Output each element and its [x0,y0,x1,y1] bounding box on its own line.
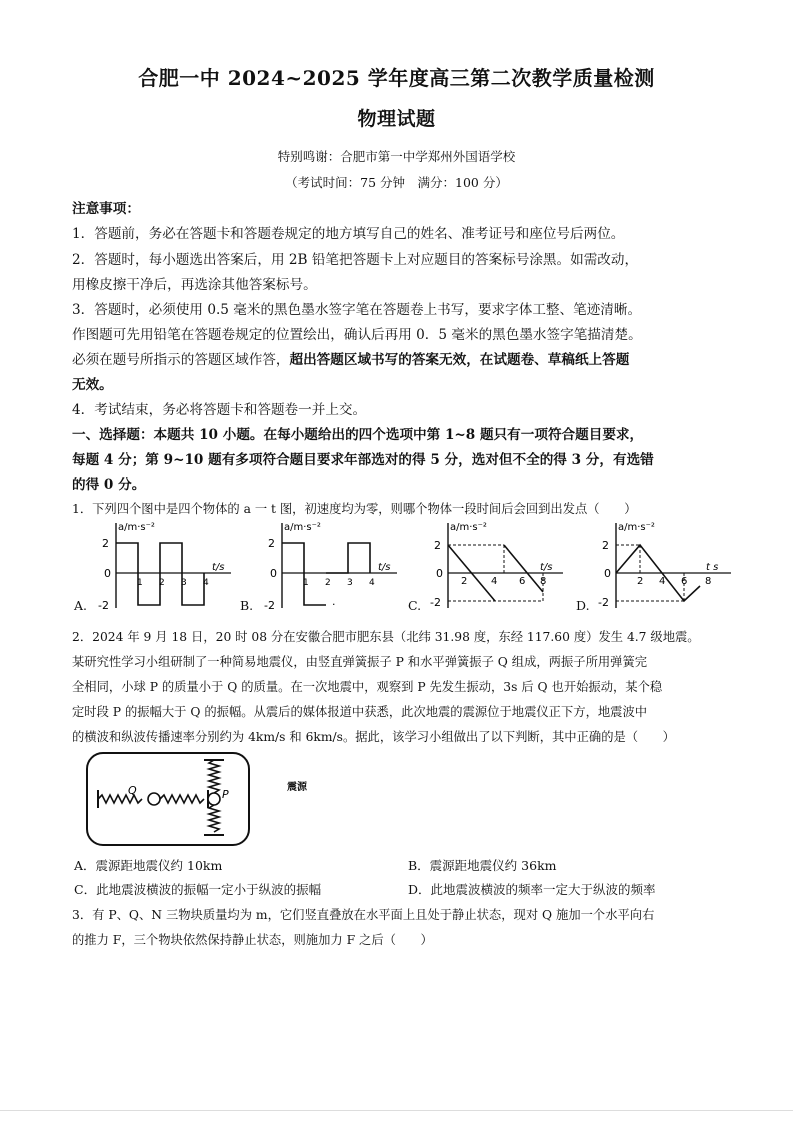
q2-option-c: C．此地震波横波的振幅一定小于纵波的振幅 [74,882,322,897]
thanks-line: 特别鸣谢：合肥市第一中学郑州外国语学校 [277,149,516,164]
graph-d-t4: 4 [659,576,666,587]
graph-c-t4: 4 [491,576,498,587]
figure-p-label: P [222,788,229,801]
q1-option-d: D. [576,598,590,613]
graph-b-t1: 1 [303,578,309,588]
page-bottom-rule [0,1110,793,1111]
figure-source-label: 震源 [287,782,307,793]
graph-a-tlabel: t/s [212,562,225,573]
note-4: 4．考试结束，务必将答题卡和答题卷一并上交。 [72,402,367,418]
graph-c-t8: 8 [540,576,547,587]
graph-b-t2: 2 [325,578,331,588]
note-3d: 无效。 [72,377,113,393]
graph-d [596,518,736,613]
q2-line1: 2．2024 年 9 月 18 日，20 时 08 分在安徽合肥市肥东县（北纬 31.98 度，东经 117.60 度）发生 4.7 级地震。 [72,630,700,644]
seismometer-figure [84,750,254,848]
q2-option-b: B．震源距地震仪约 36km [408,858,557,873]
graph-b-dot: . [332,595,336,608]
section1-line1: 一、选择题：本题共 10 小题。在每小题给出的四个选项中第 1~8 题只有一项符合题目要求， [72,427,644,443]
graph-b-ylabel: a/m·s⁻² [284,522,321,533]
graph-a-t4: 4 [203,578,209,588]
note-3c-normal: 必须在题号所指示的答题区域作答， [72,352,290,368]
section1-line3: 的得 0 分。 [72,477,146,493]
graph-d-ylabel: a/m·s⁻² [618,522,655,533]
q1-stem: 1．下列四个图中是四个物体的 a 一 t 图，初速度均为零，则哪个物体一段时间后会回到出发点（ ） [72,502,637,516]
graph-c-yn2: -2 [430,596,441,609]
q2-line3: 全相同，小球 P 的质量小于 Q 的质量。在一次地震中，观察到 P 先发生振动，3s 后 Q 也开始振动，某个稳 [72,680,663,694]
graph-b-t4: 4 [369,578,375,588]
graph-c-t6: 6 [519,576,526,587]
q2-line5: 的横波和纵波传播速率分别约为 4km/s 和 6km/s。据此，该学习小组做出了以下判断，其中正确的是（ ） [72,730,675,744]
note-3c [72,348,732,368]
q1-option-b: B. [240,598,254,613]
graph-c [428,518,568,613]
graph-a-y0: 0 [104,567,111,580]
subject-title: 物理试题 [357,108,436,130]
q2-line4: 定时段 P 的振幅大于 Q 的振幅。从震后的媒体报道中获悉，此次地震的震源位于地震仪正下方，地震波中 [72,705,648,719]
graph-a-y2: 2 [102,537,109,550]
exam-info: （考试时间：75 分钟 满分：100 分） [285,175,508,190]
graph-d-tlabel: t s [706,562,719,573]
note-3a: 3．答题时，必须使用 0.5 毫米的黑色墨水签字笔在答题卷上书写，要求字体工整、笔迹清晰。 [72,302,642,318]
graph-b-y0: 0 [270,567,277,580]
graph-a-ylabel: a/m·s⁻² [118,522,155,533]
q1-option-a: A. [74,598,88,613]
graph-d-t2: 2 [637,576,644,587]
exam-title: 合肥一中 2024~2025 学年度高三第二次教学质量检测 [138,66,655,90]
graph-a-yn2: -2 [98,599,109,612]
q2-option-d: D．此地震波横波的频率一定大于纵波的频率 [408,882,656,897]
graph-b-yn2: -2 [264,599,275,612]
graph-d-yn2: -2 [598,596,609,609]
graph-c-t2: 2 [461,576,468,587]
note-1: 1．答题前，务必在答题卡和答题卷规定的地方填写自己的姓名、准考证号和座位号后两位。 [72,226,625,242]
graph-d-t8: 8 [705,576,712,587]
note-3c-bold: 超出答题区域书写的答案无效，在试题卷、草稿纸上答题 [289,352,630,368]
graph-b [262,518,402,613]
graph-b-y2: 2 [268,537,275,550]
graph-a-t1: 1 [137,578,143,588]
graph-c-ylabel: a/m·s⁻² [450,522,487,533]
q2-option-a: A．震源距地震仪约 10km [74,858,223,873]
graph-c-y0: 0 [436,567,443,580]
note-2b: 用橡皮擦干净后，再选涂其他答案标号。 [72,277,317,293]
note-2a: 2．答题时，每小题选出答案后，用 2B 铅笔把答题卡上对应题目的答案标号涂黑。如需改动， [72,252,639,268]
notes-heading: 注意事项： [72,201,140,217]
q3-line1: 3．有 P、Q、N 三物块质量均为 m，它们竖直叠放在水平面上且处于静止状态，现对 Q 施加一个水平向右 [72,908,655,922]
graph-d-y0: 0 [604,567,611,580]
graph-a [96,518,236,613]
graph-b-tlabel: t/s [378,562,391,573]
section1-line2: 每题 4 分；第 9~10 题有多项符合题目要求年部选对的得 5 分，选对但不全的得 3 分，有选错 [72,452,654,468]
q2-line2: 某研究性学习小组研制了一种简易地震仪，由竖直弹簧振子 P 和水平弹簧振子 Q 组成，两振子所用弹簧完 [72,655,648,669]
q3-line2: 的推力 F，三个物块依然保持静止状态，则施加力 F 之后（ ） [72,933,433,947]
graph-b-t3: 3 [347,578,353,588]
graph-d-y2: 2 [602,539,609,552]
graph-d-t6: 6 [681,576,688,587]
graph-c-y2: 2 [434,539,441,552]
graph-a-t3: 3 [181,578,187,588]
graph-c-tlabel: t/s [540,562,553,573]
figure-q-label: Q [128,784,137,797]
note-3b: 作图题可先用铅笔在答题卷规定的位置绘出，确认后再用 0．5 毫米的黑色墨水签字笔描清楚。 [72,327,642,343]
graph-a-t2: 2 [159,578,165,588]
q1-option-c: C. [408,598,422,613]
